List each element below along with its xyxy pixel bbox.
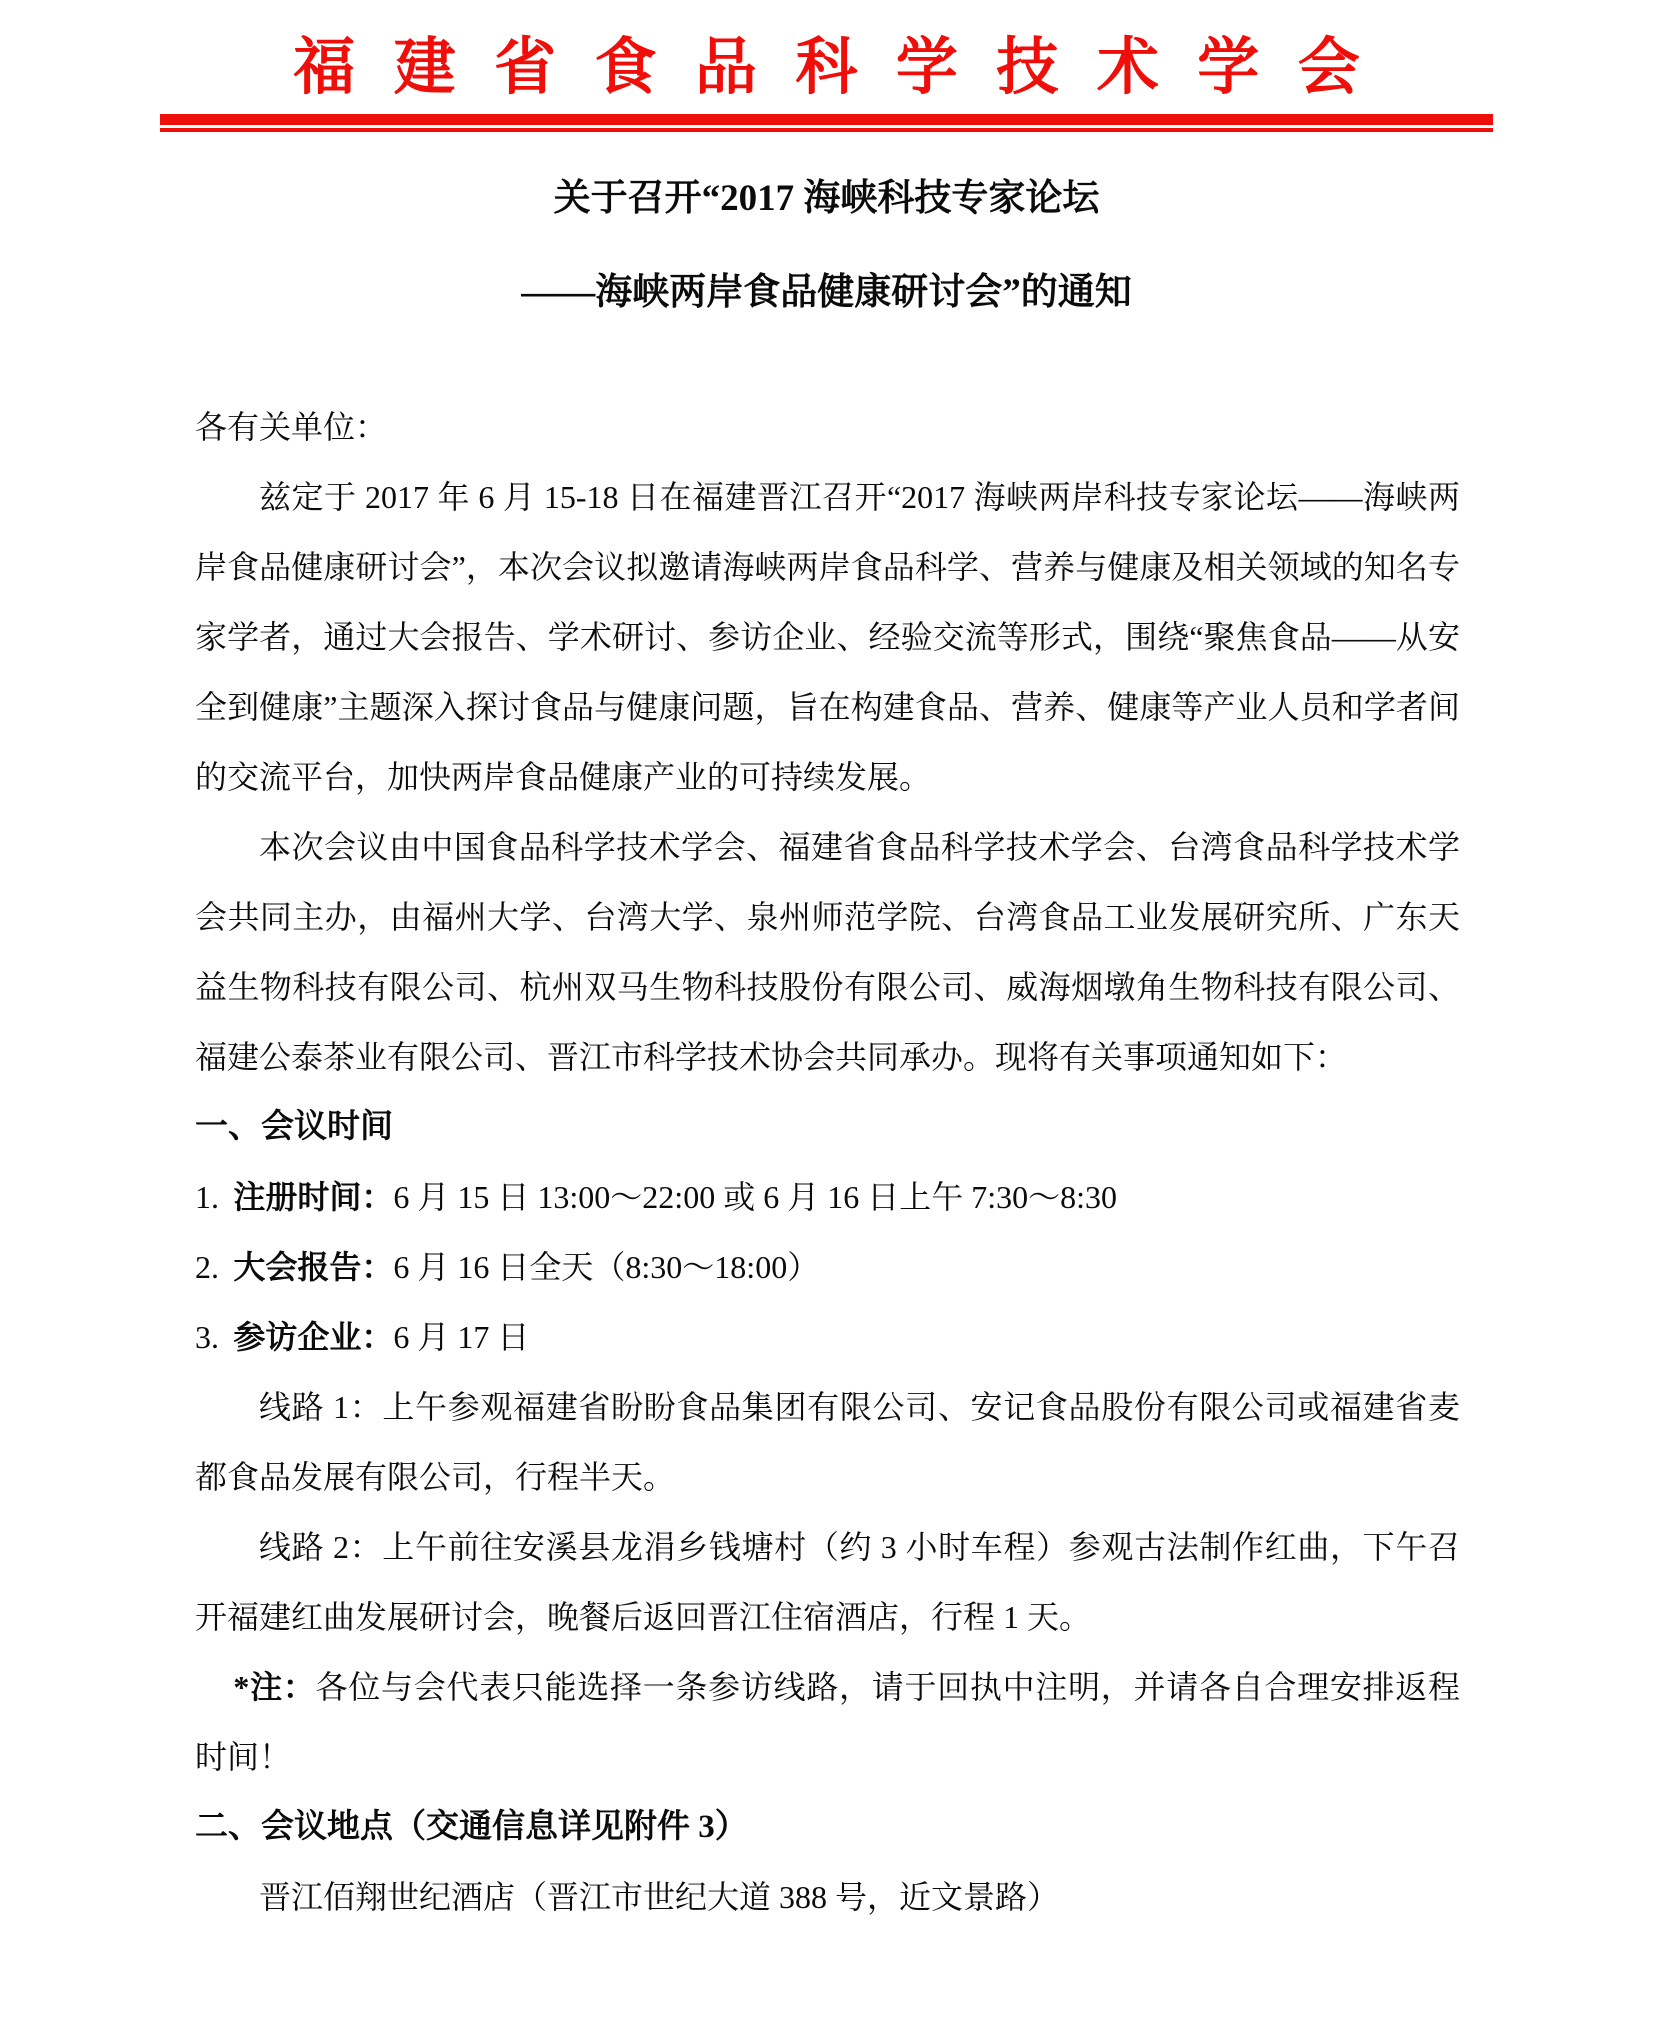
document-title-line-1: 关于召开“2017 海峡科技专家论坛 <box>553 178 1100 219</box>
item-label: 大会报告： <box>233 1249 394 1285</box>
intro-paragraph: 兹定于 2017 年 6 月 15-18 日在福建晋江召开“2017 海峡两岸科技专家论坛——海峡两岸食品健康研讨会”，本次会议拟邀请海峡两岸食品科学、营养与健康及相关领域的知名专家学者，通过大会报告、学术研讨、参访企业、经验交流等形式，围绕“聚焦食品——从安全到健康”主题深入探讨食品与健康问题，旨在构建食品、营养、健康等产业人员和学者间的交流平台，加快两岸食品健康产业的可持续发展。 <box>195 479 1460 795</box>
item-number: 1. <box>195 1179 219 1215</box>
organizers-paragraph: 本次会议由中国食品科学技术学会、福建省食品科学技术学会、台湾食品科学技术学会共同主办，由福州大学、台湾大学、泉州师范学院、台湾食品工业发展研究所、广东天益生物科技有限公司、杭州双马生物科技股份有限公司、威海烟墩角生物科技有限公司、福建公泰茶业有限公司、晋江市科学技术协会共同承办。现将有关事项通知如下： <box>195 829 1460 1075</box>
item-label: 参访企业： <box>233 1319 394 1355</box>
organization-name: 福建省食品科学技术学会 <box>293 34 1399 102</box>
letterhead <box>0 0 1653 132</box>
salutation: 各有关单位： <box>195 409 388 445</box>
venue-line: 晋江佰翔世纪酒店（晋江市世纪大道 388 号，近文景路） <box>259 1879 1060 1915</box>
schedule-item-plenary <box>195 1232 1460 1302</box>
note-text: 各位与会代表只能选择一条参访线路，请于回执中注明，并请各自合理安排返程时间！ <box>195 1669 1460 1775</box>
notice-body <box>195 392 1460 1932</box>
document-title <box>0 152 1653 340</box>
item-number: 3. <box>195 1319 219 1355</box>
section-2-heading: 二、会议地点（交通信息详见附件 3） <box>195 1809 748 1845</box>
note-label: *注： <box>233 1669 316 1705</box>
item-text: 6 月 16 日全天（8:30～18:00） <box>393 1249 820 1285</box>
letterhead-divider-rule <box>160 114 1493 132</box>
schedule-item-registration <box>195 1162 1460 1232</box>
item-text: 6 月 15 日 13:00～22:00 或 6 月 16 日上午 7:30～8:30 <box>393 1179 1117 1215</box>
route-2-paragraph: 线路 2：上午前往安溪县龙涓乡钱塘村（约 3 小时车程）参观古法制作红曲，下午召开福建红曲发展研讨会，晚餐后返回晋江住宿酒店，行程 1 天。 <box>195 1529 1460 1635</box>
schedule-item-visits <box>195 1302 1460 1372</box>
route-1-paragraph: 线路 1：上午参观福建省盼盼食品集团有限公司、安记食品股份有限公司或福建省麦都食品发展有限公司，行程半天。 <box>195 1389 1460 1495</box>
item-number: 2. <box>195 1249 219 1285</box>
item-label: 注册时间： <box>233 1179 394 1215</box>
note-paragraph <box>195 1652 1460 1792</box>
section-1-heading: 一、会议时间 <box>195 1109 393 1145</box>
item-text: 6 月 17 日 <box>393 1319 530 1355</box>
document-title-line-2: ——海峡两岸食品健康研讨会”的通知 <box>521 272 1132 313</box>
